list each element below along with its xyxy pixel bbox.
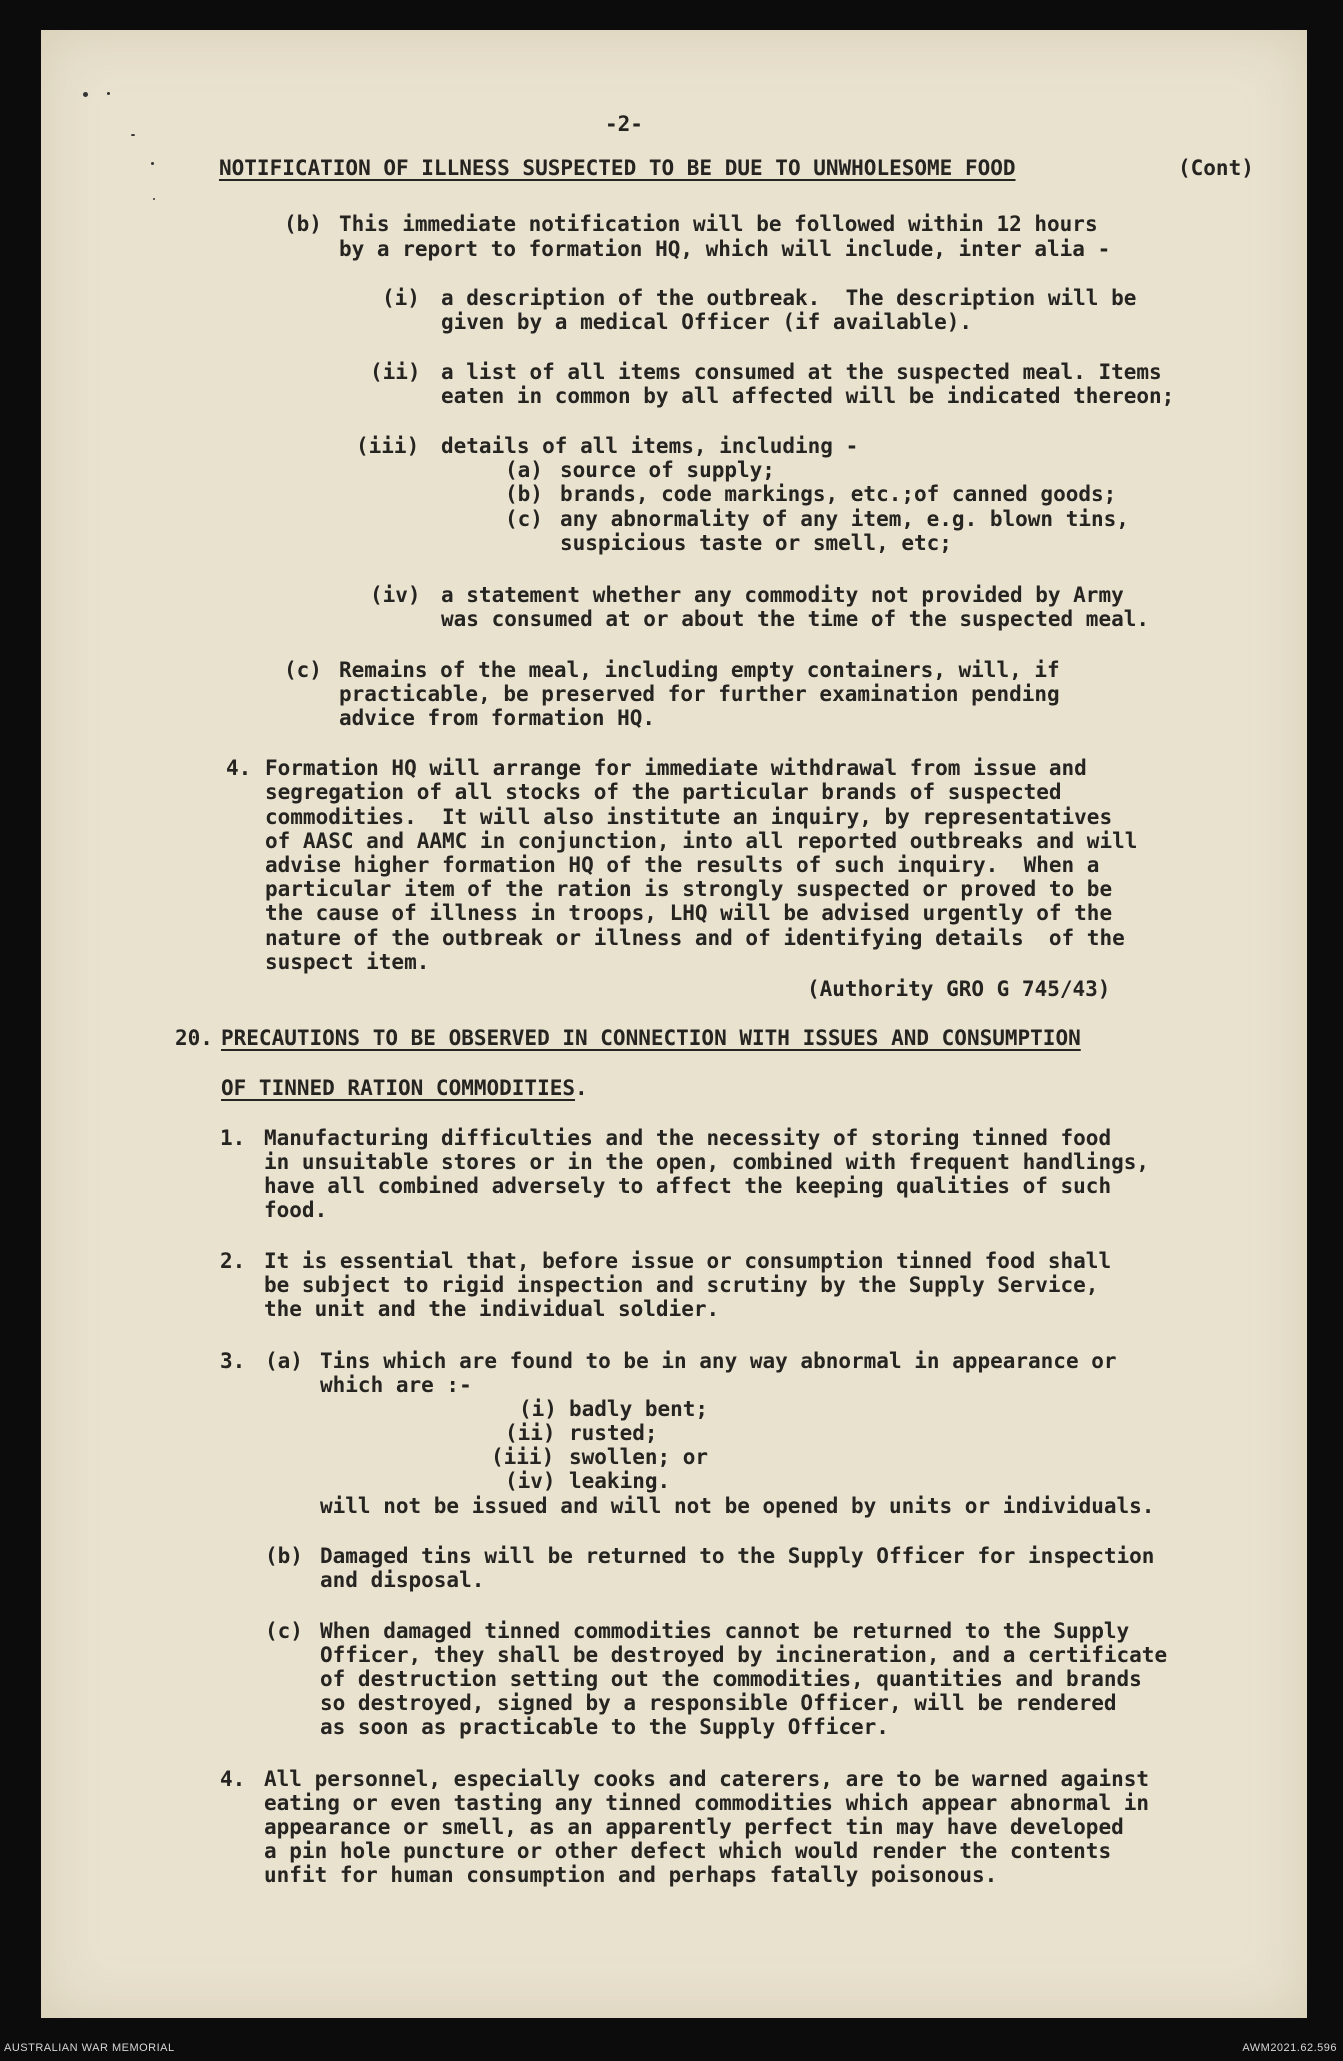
item-label: (iv) [505,1469,556,1493]
section-heading-suffix: (Cont) [1178,156,1254,180]
item-label: 4. [226,756,252,780]
paragraph-line: so destroyed, signed by a responsible Officer, will be rendered [320,1691,1117,1715]
paragraph-line: by a report to formation HQ, which will include, inter alia - [339,237,1111,261]
paragraph-line: will not be issued and will not be opened by units or individuals. [320,1494,1155,1518]
punch-mark [151,162,154,165]
paragraph-line: food. [264,1198,328,1222]
paragraph-line: a pin hole puncture or other defect which would render the contents [264,1839,1112,1863]
paragraph-line: of destruction setting out the commodities, quantities and brands [320,1667,1142,1691]
paragraph-line: It is essential that, before issue or consumption tinned food shall [264,1249,1112,1273]
item-label: (iii) [356,434,420,458]
list-item: swollen; or [569,1445,709,1469]
paragraph-line: Formation HQ will arrange for immediate withdrawal from issue and [265,756,1087,780]
punch-mark [131,134,135,136]
paragraph-line: which are :- [320,1373,472,1397]
paragraph-line: advice from formation HQ. [339,706,656,730]
paragraph-line: When damaged tinned commodities cannot be returned to the Supply [320,1619,1130,1643]
paragraph-line: All personnel, especially cooks and caterers, are to be warned against [264,1767,1150,1791]
item-label: (ii) [370,360,421,384]
section-title-line: PRECAUTIONS TO BE OBSERVED IN CONNECTION WITH ISSUES AND CONSUMPTION [221,1026,1081,1050]
paragraph-line: Remains of the meal, including empty containers, will, if [339,658,1060,682]
punch-mark [153,198,155,200]
item-label: 1. [220,1126,246,1150]
paragraph-line: unfit for human consumption and perhaps fatally poisonous. [264,1863,998,1887]
paragraph-line: was consumed at or about the time of the suspected meal. [441,607,1150,631]
paragraph-line: in unsuitable stores or in the open, combined with frequent handlings, [264,1150,1150,1174]
paragraph-line: brands, code markings, etc.;of canned goods; [560,482,1117,506]
paragraph-line: given by a medical Officer (if available). [441,310,973,334]
footer-right: AWM2021.62.596 [1242,2042,1337,2054]
item-label: (b) [265,1544,303,1568]
paragraph-line: source of supply; [560,458,775,482]
paragraph-line: practicable, be preserved for further examination pending [339,682,1060,706]
section-number: 20. [175,1026,213,1050]
footer-left: AUSTRALIAN WAR MEMORIAL [4,2042,175,2054]
punch-mark [83,92,88,97]
paragraph-line: eaten in common by all affected will be indicated thereon; [441,384,1175,408]
item-label: (i) [519,1397,557,1421]
section-title-period: . [575,1076,588,1100]
punch-mark [107,92,110,95]
list-item: badly bent; [569,1397,709,1421]
paragraph-line: as soon as practicable to the Supply Officer. [320,1715,889,1739]
paragraph-line: appearance or smell, as an apparently perfect tin may have developed [264,1815,1124,1839]
paragraph-line: the cause of illness in troops, LHQ will be advised urgently of the [265,901,1113,925]
paragraph-line: commodities. It will also institute an inquiry, by representatives [265,805,1113,829]
paragraph-line: have all combined adversely to affect the keeping qualities of such [264,1174,1112,1198]
paragraph-line: and disposal. [320,1568,485,1592]
item-label: 4. [220,1767,246,1791]
section-title-line-2 [221,1076,588,1100]
paragraph-line: the unit and the individual soldier. [264,1297,720,1321]
paragraph-line: suspect item. [265,950,430,974]
item-label: (a) [505,458,543,482]
section-title-text: OF TINNED RATION COMMODITIES [221,1076,576,1100]
paragraph-line: a statement whether any commodity not provided by Army [441,583,1124,607]
paragraph-line: suspicious taste or smell, etc; [560,531,952,555]
paragraph-line: eating or even tasting any tinned commodities which appear abnormal in [264,1791,1150,1815]
paragraph-line: This immediate notification will be followed within 12 hours [339,212,1098,236]
paragraph-line: Manufacturing difficulties and the necessity of storing tinned food [264,1126,1112,1150]
list-item: rusted; [569,1421,658,1445]
section-heading: NOTIFICATION OF ILLNESS SUSPECTED TO BE DUE TO UNWHOLESOME FOOD [219,156,1016,180]
paragraph-line: a description of the outbreak. The description will be [441,286,1137,310]
authority-reference: (Authority GRO G 745/43) [807,977,1111,1001]
paragraph-line: particular item of the ration is strongly suspected or proved to be [265,877,1113,901]
item-label: (c) [265,1619,303,1643]
paragraph-line: Damaged tins will be returned to the Supply Officer for inspection [320,1544,1155,1568]
item-label: (i) [382,286,420,310]
paragraph-line: details of all items, including - [441,434,859,458]
paragraph-line: nature of the outbreak or illness and of identifying details of the [265,926,1125,950]
item-label: (iii) [491,1445,555,1469]
paragraph-line: of AASC and AAMC in conjunction, into all reported outbreaks and will [265,829,1138,853]
paragraph-line: a list of all items consumed at the suspected meal. Items [441,360,1162,384]
item-label: (b) [284,212,322,236]
list-item: leaking. [569,1469,671,1493]
item-label: (c) [284,658,322,682]
paragraph-line: be subject to rigid inspection and scrutiny by the Supply Service, [264,1273,1099,1297]
item-label: (b) [505,482,543,506]
item-label: (c) [505,507,543,531]
item-label: (iv) [370,583,421,607]
item-label: 2. [220,1249,246,1273]
page-number: -2- [605,112,643,136]
paragraph-line: Tins which are found to be in any way abnormal in appearance or [320,1349,1117,1373]
paragraph-line: segregation of all stocks of the particular brands of suspected [265,780,1062,804]
paragraph-line: Officer, they shall be destroyed by incineration, and a certificate [320,1643,1168,1667]
paragraph-line: any abnormality of any item, e.g. blown tins, [560,507,1129,531]
item-label: (ii) [505,1421,556,1445]
item-label: (a) [265,1349,303,1373]
paragraph-line: advise higher formation HQ of the results of such inquiry. When a [265,853,1100,877]
item-label: 3. [220,1349,246,1373]
